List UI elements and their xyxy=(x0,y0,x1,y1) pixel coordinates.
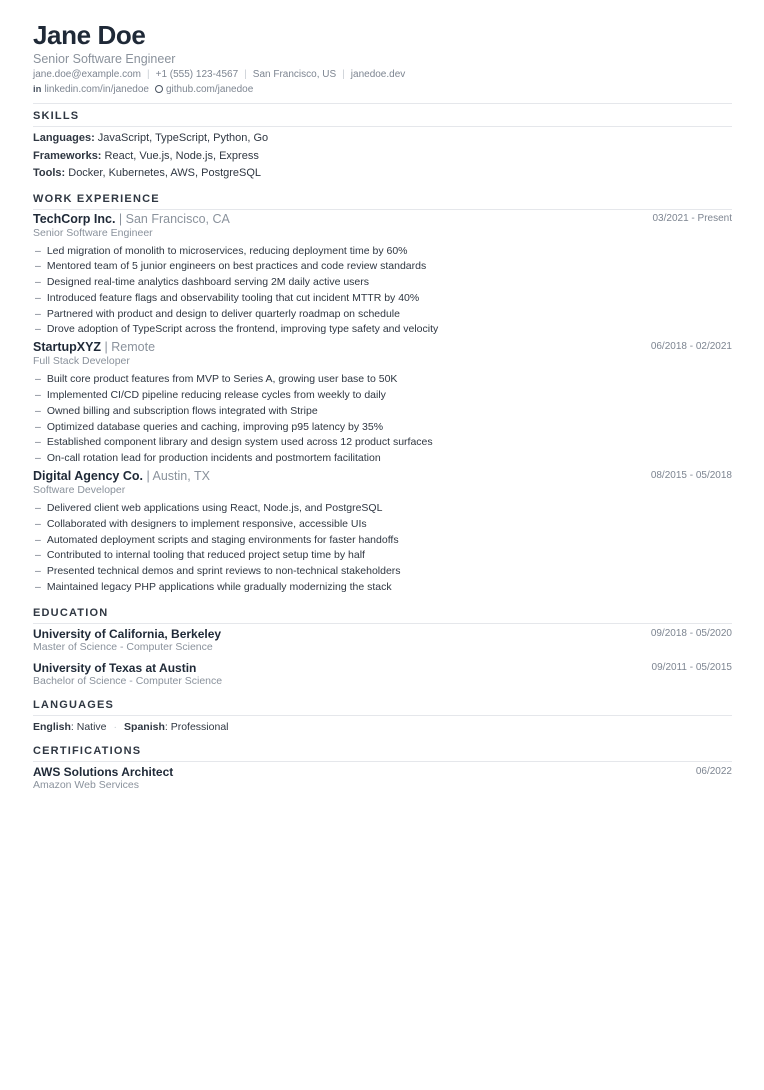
language-name: English xyxy=(33,720,71,733)
job-role: Full Stack Developer xyxy=(33,355,130,368)
job-header xyxy=(33,340,732,355)
divider: | xyxy=(244,69,247,80)
bullet-item: – Designed real-time analytics dashboard serving 2M daily active users xyxy=(35,275,732,291)
job-role: Software Developer xyxy=(33,484,126,497)
bullet-item: – Established component library and design system used across 12 product surfaces xyxy=(35,435,732,451)
company-name: TechCorp Inc. xyxy=(33,211,116,226)
bullet-item: – Led migration of monolith to microservices, reducing deployment time by 60% xyxy=(35,244,732,260)
job-bullets xyxy=(33,501,732,596)
job-location: | Remote xyxy=(104,340,156,355)
skill-row xyxy=(33,148,732,166)
job-header xyxy=(33,469,732,484)
social-links xyxy=(33,83,732,97)
job-dates: 03/2021 - Present xyxy=(652,212,732,224)
skills-list xyxy=(33,127,732,183)
bullet-item: – Collaborated with designers to implement responsive, accessible UIs xyxy=(35,517,732,533)
school-name: University of Texas at Austin xyxy=(33,660,197,675)
section-heading: SKILLS xyxy=(33,104,732,127)
skills-section xyxy=(33,104,732,183)
bullet-item: – Introduced feature flags and observability tooling that cut incident MTTR by 40% xyxy=(35,291,732,307)
certifications-section xyxy=(33,739,732,792)
bullet-item: – Implemented CI/CD pipeline reducing release cycles from weekly to daily xyxy=(35,388,732,404)
job-entry xyxy=(33,469,732,596)
bullet-item: – Mentored team of 5 junior engineers on best practices and code review standards xyxy=(35,259,732,275)
skill-value: React, Vue.js, Node.js, Express xyxy=(104,149,259,162)
languages-section xyxy=(33,693,732,734)
job-bullets xyxy=(33,372,732,467)
experience-section xyxy=(33,187,732,596)
section-heading: WORK EXPERIENCE xyxy=(33,187,732,210)
education-dates: 09/2018 - 05/2020 xyxy=(650,627,732,639)
candidate-name: Jane Doe xyxy=(33,20,146,50)
job-entry xyxy=(33,212,732,339)
language-name: Spanish xyxy=(124,720,165,733)
company-name: StartupXYZ xyxy=(33,340,102,355)
education-entry xyxy=(33,661,732,688)
bullet-item: – Maintained legacy PHP applications while gradually modernizing the stack xyxy=(35,580,732,596)
github-link[interactable]: github.com/janedoe xyxy=(165,84,254,95)
certification-entry xyxy=(33,765,732,792)
bullet-item: – Delivered client web applications using React, Node.js, and PostgreSQL xyxy=(35,501,732,517)
divider: | xyxy=(342,69,345,80)
job-bullets xyxy=(33,244,732,339)
linkedin-icon: in xyxy=(33,84,42,95)
skill-value: JavaScript, TypeScript, Python, Go xyxy=(97,132,269,144)
linkedin-link[interactable]: linkedin.com/in/janedoe xyxy=(44,84,149,95)
skill-label: Tools: xyxy=(33,167,66,179)
bullet-item: – Automated deployment scripts and staging environments for faster handoffs xyxy=(35,533,732,549)
certification-name: AWS Solutions Architect xyxy=(33,764,174,779)
job-location: | Austin, TX xyxy=(146,469,210,484)
contact-line xyxy=(33,68,732,82)
education-entry xyxy=(33,627,732,654)
languages-list xyxy=(33,716,732,734)
phone-text: +1 (555) 123-4567 xyxy=(155,69,239,80)
degree-text: Bachelor of Science - Computer Science xyxy=(33,674,223,687)
job-dates: 06/2018 - 02/2021 xyxy=(650,341,732,353)
location-text: San Francisco, US xyxy=(252,69,337,80)
job-location: | San Francisco, CA xyxy=(118,211,230,226)
skill-row xyxy=(33,165,732,183)
website-link[interactable]: janedoe.dev xyxy=(350,69,406,80)
education-section xyxy=(33,601,732,688)
degree-text: Master of Science - Computer Science xyxy=(33,640,213,653)
language-level: : Native xyxy=(70,720,107,733)
education-list xyxy=(33,627,732,688)
skill-row xyxy=(33,130,732,148)
education-dates: 09/2011 - 05/2015 xyxy=(651,661,732,673)
company-name: Digital Agency Co. xyxy=(33,469,143,484)
email-link[interactable]: jane.doe@example.com xyxy=(33,69,141,80)
language-level: : Professional xyxy=(164,720,229,733)
certification-date: 06/2022 xyxy=(695,765,732,777)
bullet-item: – Contributed to internal tooling that reduced project setup time by half xyxy=(35,548,732,564)
divider: · xyxy=(113,720,118,733)
job-entry xyxy=(33,340,732,467)
job-dates: 08/2015 - 05/2018 xyxy=(650,470,732,482)
bullet-item: – Drove adoption of TypeScript across the frontend, improving type safety and velocity xyxy=(35,322,732,338)
bullet-item: – Partnered with product and design to deliver quarterly roadmap on schedule xyxy=(35,307,732,323)
job-role: Senior Software Engineer xyxy=(33,226,153,239)
bullet-item: – Built core product features from MVP to Series A, growing user base to 50K xyxy=(35,372,732,388)
skill-label: Frameworks: xyxy=(33,149,102,162)
bullet-item: – Owned billing and subscription flows integrated with Stripe xyxy=(35,404,732,420)
github-icon xyxy=(155,85,163,93)
candidate-title: Senior Software Engineer xyxy=(33,52,176,66)
job-header xyxy=(33,212,732,227)
bullet-item: – On-call rotation lead for production incidents and postmortem facilitation xyxy=(35,451,732,467)
section-heading: EDUCATION xyxy=(33,601,732,624)
certification-issuer: Amazon Web Services xyxy=(33,778,140,791)
section-heading: CERTIFICATIONS xyxy=(33,739,732,762)
bullet-item: – Presented technical demos and sprint reviews to non-technical stakeholders xyxy=(35,564,732,580)
divider: | xyxy=(147,69,150,80)
certifications-list xyxy=(33,765,732,792)
skill-value: Docker, Kubernetes, AWS, PostgreSQL xyxy=(68,167,262,179)
jobs-list xyxy=(33,212,732,596)
bullet-item: – Optimized database queries and caching, improving p95 latency by 35% xyxy=(35,420,732,436)
section-heading: LANGUAGES xyxy=(33,693,732,716)
school-name: University of California, Berkeley xyxy=(33,626,222,641)
skill-label: Languages: xyxy=(33,132,95,144)
